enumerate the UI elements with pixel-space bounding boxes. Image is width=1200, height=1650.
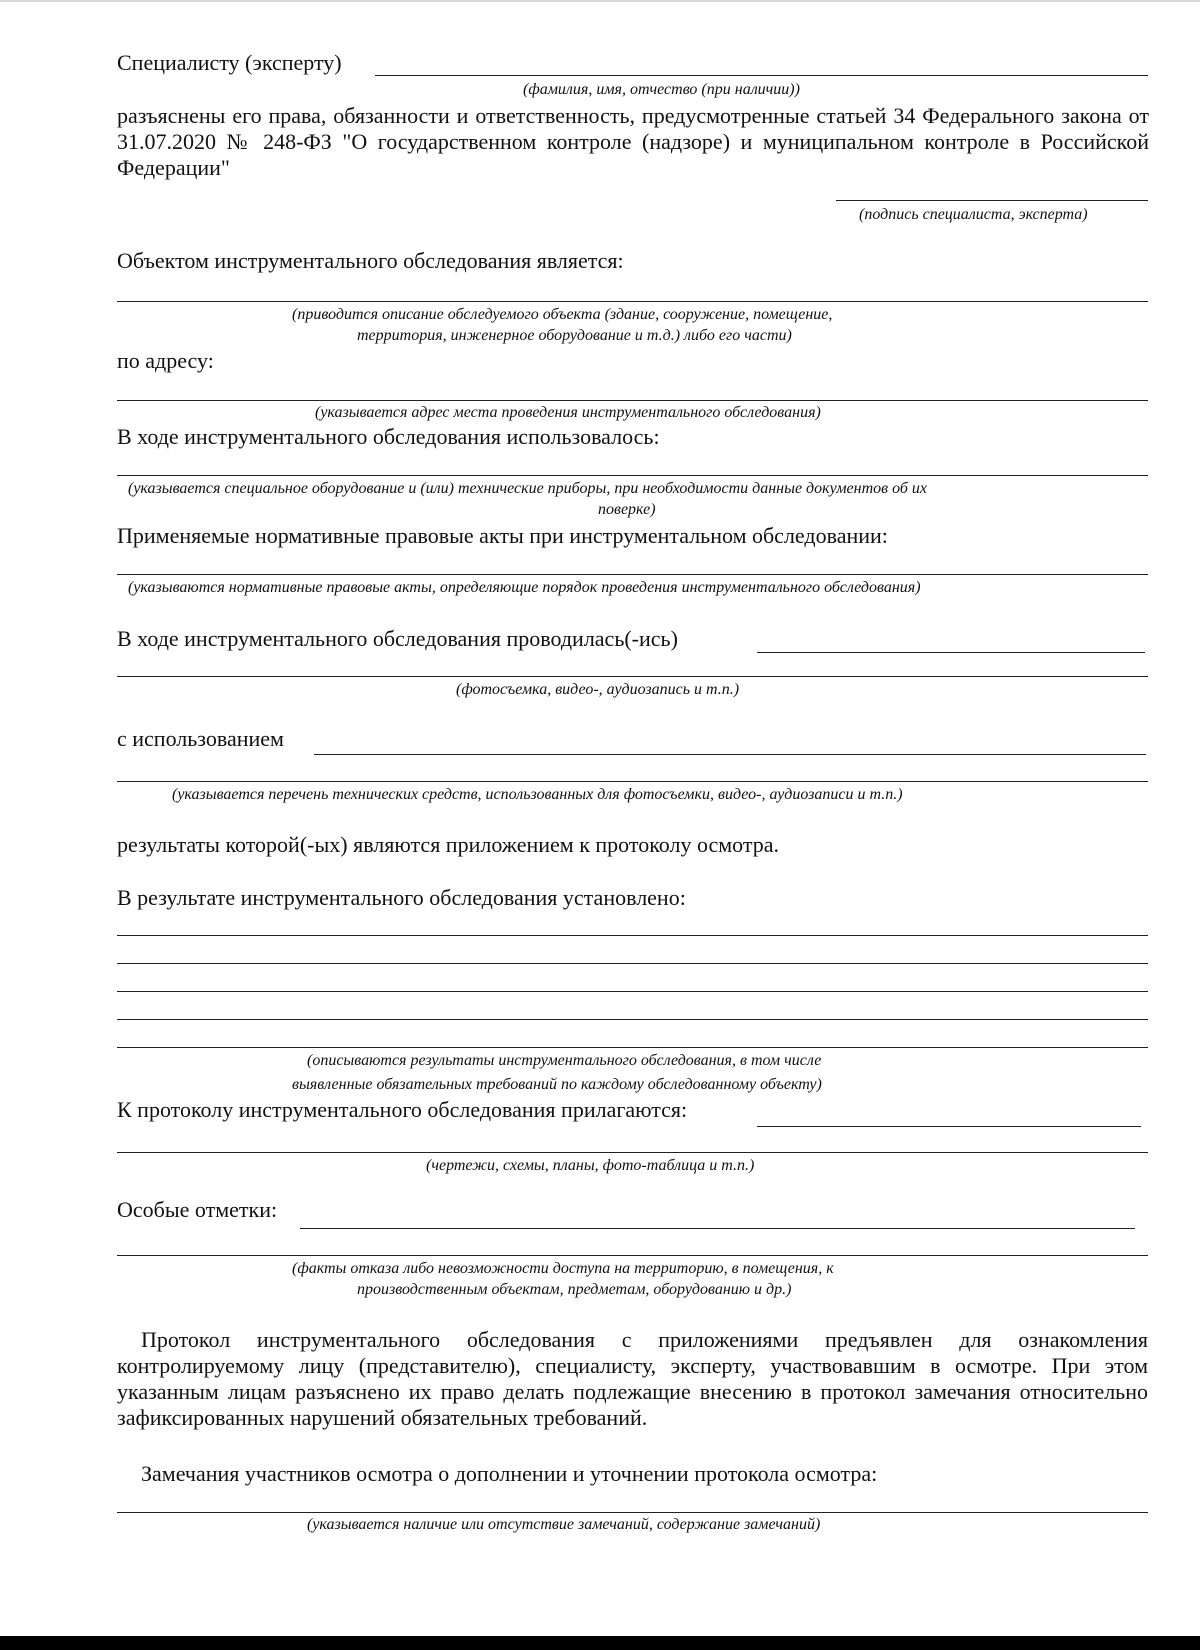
recording-line[interactable] bbox=[117, 676, 1148, 677]
presentation-paragraph: Протокол инструментального обследования с приложениями предъявлен для ознакомления контролируемому лицу (представителю), специалисту, эксперту, участвовавшим в осмотре. При этом указанным лицам разъяснено их право делать подлежащие внесению в протокол замечания относительно зафиксированных нарушений обязательных требований. bbox=[117, 1327, 1148, 1430]
scan-top-edge bbox=[0, 0, 1200, 2]
tools-hint: (указывается перечень технических средств, использованных для фотосъемки, видео-, аудиозаписи и т.п.) bbox=[172, 786, 903, 803]
remarks-hint: (указывается наличие или отсутствие замечаний, содержание замечаний) bbox=[307, 1516, 821, 1533]
recording-hint: (фотосъемка, видео-, аудиозапись и т.п.) bbox=[456, 681, 740, 698]
recording-line-inline[interactable] bbox=[757, 652, 1145, 653]
equipment-label: В ходе инструментального обследования использовалось: bbox=[117, 424, 660, 449]
attachments-label: К протоколу инструментального обследования прилагаются: bbox=[117, 1097, 688, 1122]
special-label: Особые отметки: bbox=[117, 1197, 278, 1222]
findings-line-1[interactable] bbox=[117, 935, 1148, 936]
attachments-hint: (чертежи, схемы, планы, фото-таблица и т.п.) bbox=[426, 1157, 755, 1174]
attachments-line[interactable] bbox=[117, 1152, 1148, 1153]
findings-hint-1: (описываются результаты инструментального обследования, в том числе bbox=[307, 1052, 822, 1069]
object-line[interactable] bbox=[117, 301, 1148, 302]
remarks-label: Замечания участников осмотра о дополнении и уточнении протокола осмотра: bbox=[141, 1461, 878, 1486]
address-hint: (указывается адрес места проведения инструментального обследования) bbox=[315, 404, 821, 421]
results-note: результаты которой(-ых) являются приложением к протоколу осмотра. bbox=[117, 832, 780, 857]
acts-line[interactable] bbox=[117, 574, 1148, 575]
tools-label: с использованием bbox=[117, 726, 284, 751]
findings-line-3[interactable] bbox=[117, 991, 1148, 992]
special-hint-1: (факты отказа либо невозможности доступа на территорию, в помещения, к bbox=[292, 1260, 834, 1277]
specialist-rights-text: разъяснены его права, обязанности и ответственность, предусмотренные статьей 34 Федерального закона от 31.07.2020 № 248-ФЗ "О государственном контроле (надзоре) и муниципальном контроле в Российской Федерации" bbox=[117, 103, 1149, 180]
special-line[interactable] bbox=[117, 1255, 1148, 1256]
recording-label: В ходе инструментального обследования проводилась(-ись) bbox=[117, 626, 678, 651]
findings-line-2[interactable] bbox=[117, 963, 1148, 964]
findings-label: В результате инструментального обследования установлено: bbox=[117, 885, 686, 910]
special-hint-2: производственным объектам, предметам, оборудованию и др.) bbox=[357, 1281, 792, 1298]
specialist-signature-line[interactable] bbox=[836, 200, 1148, 201]
scan-bottom-border bbox=[0, 1636, 1200, 1650]
specialist-name-hint: (фамилия, имя, отчество (при наличии)) bbox=[523, 81, 800, 98]
object-hint-2: территория, инженерное оборудование и т.д.) либо его части) bbox=[357, 327, 792, 344]
acts-label: Применяемые нормативные правовые акты при инструментальном обследовании: bbox=[117, 523, 888, 548]
findings-line-4[interactable] bbox=[117, 1019, 1148, 1020]
address-line[interactable] bbox=[117, 400, 1148, 401]
specialist-label: Специалисту (эксперту) bbox=[117, 50, 342, 75]
object-label: Объектом инструментального обследования является: bbox=[117, 248, 624, 273]
special-line-inline[interactable] bbox=[300, 1228, 1135, 1229]
remarks-line[interactable] bbox=[117, 1512, 1148, 1513]
attachments-line-inline[interactable] bbox=[757, 1126, 1141, 1127]
tools-line-inline[interactable] bbox=[314, 754, 1146, 755]
equipment-hint-1: (указывается специальное оборудование и (или) технические приборы, при необходимости данные документов об их bbox=[128, 480, 928, 497]
findings-hint-2: выявленные обязательных требований по каждому обследованному объекту) bbox=[292, 1076, 822, 1093]
acts-hint: (указываются нормативные правовые акты, определяющие порядок проведения инструментального обследования) bbox=[128, 579, 921, 596]
object-hint-1: (приводится описание обследуемого объекта (здание, сооружение, помещение, bbox=[292, 306, 833, 323]
specialist-signature-hint: (подпись специалиста, эксперта) bbox=[859, 206, 1088, 223]
findings-line-5[interactable] bbox=[117, 1047, 1148, 1048]
address-label: по адресу: bbox=[117, 348, 214, 373]
equipment-line[interactable] bbox=[117, 475, 1148, 476]
equipment-hint-2: поверке) bbox=[598, 501, 656, 518]
specialist-name-line[interactable] bbox=[375, 75, 1148, 76]
tools-line[interactable] bbox=[117, 781, 1148, 782]
